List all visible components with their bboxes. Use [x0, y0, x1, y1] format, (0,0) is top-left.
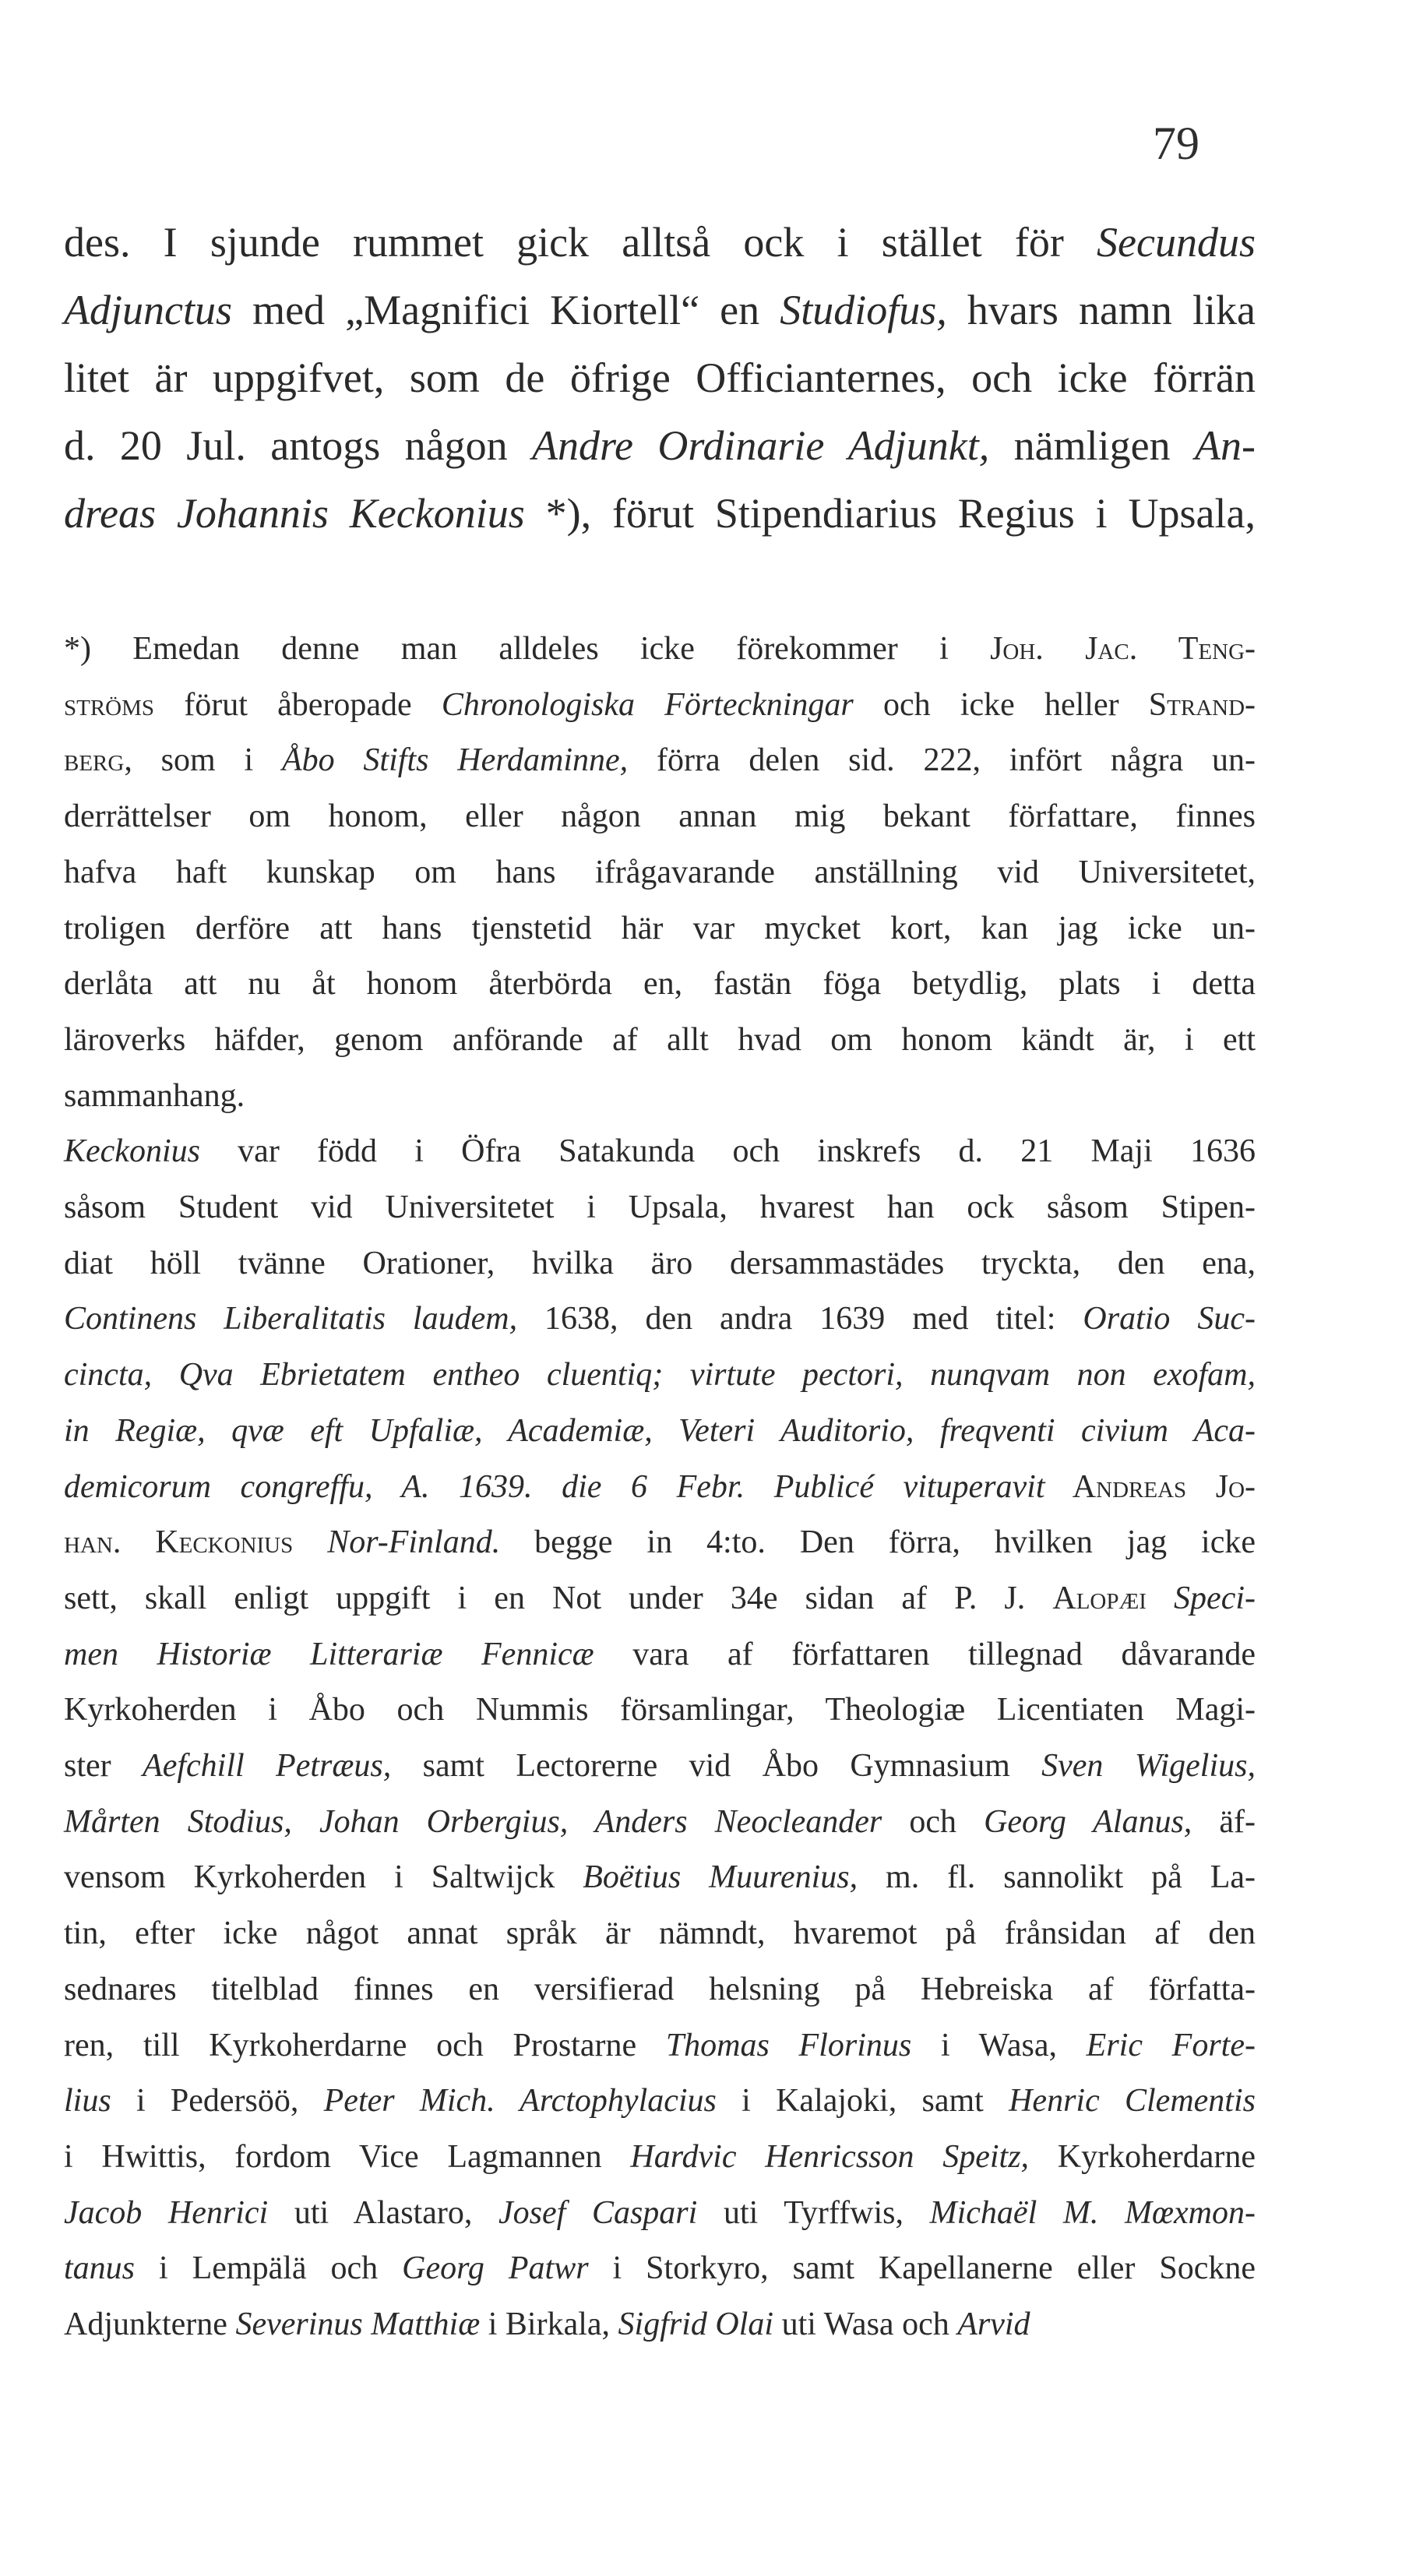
text-run: Adjunkterne [64, 2306, 236, 2343]
italic-name: men Historiæ Litterariæ Fennicæ [64, 1636, 594, 1672]
text-run: vensom Kyrkoherden i Saltwijck [64, 1859, 583, 1896]
footnote-line [64, 1292, 1256, 1348]
italic-name: demicorum congreffu, A. 1639. die 6 Febr. Publicé vituperavit [64, 1468, 1045, 1505]
text-run: som i [132, 742, 282, 779]
footnote-line [64, 678, 1256, 734]
text-run: sett, skall enligt uppgift i en Not under 34e sidan af P. J. [64, 1580, 1053, 1616]
italic-name: Speci- [1174, 1580, 1256, 1616]
text-run: ren, till Kyrkoherdarne och Prostarne [64, 2027, 666, 2063]
italic-name: An- [1195, 422, 1256, 469]
text-run: derrättelser om honom, eller någon annan mig bekant författare, finnes [64, 798, 1256, 835]
page-number: 79 [1153, 118, 1199, 169]
italic-name: in Regiæ, qvæ eft Upfaliæ, Academiæ, Veteri Auditorio, freqventi civium Aca- [64, 1412, 1256, 1449]
text-run: *), förut Stipendiarius Regius i Upsala, [524, 490, 1256, 537]
footnote-line [64, 2074, 1256, 2130]
italic-name: Michaël M. Mœxmon- [929, 2194, 1256, 2231]
italic-name: Chronologiska Förteckningar [441, 686, 854, 723]
footnote-line [64, 2018, 1256, 2074]
footnote-line [64, 2241, 1256, 2297]
italic-name: Studiofus, [780, 287, 947, 333]
text-run: och [882, 1803, 985, 1840]
text-run: litet är uppgifvet, som de öfrige Officianternes, och icke förrän [64, 354, 1256, 401]
footnote-line [64, 957, 1256, 1013]
italic-name: Andre Ordinarie Adjunkt, [532, 422, 990, 469]
small-caps-name: ströms [64, 686, 155, 723]
text-run: förra delen sid. 222, infört några un- [628, 742, 1256, 779]
footnote-line [64, 1404, 1256, 1460]
text-run: och icke heller [853, 686, 1149, 723]
footnote-line [64, 2130, 1256, 2186]
text-run: i Kalajoki, samt [716, 2083, 1009, 2120]
italic-name: Adjunctus [64, 287, 232, 333]
italic-name: Henric Clementis [1009, 2083, 1256, 2120]
footnote-line [64, 1124, 1256, 1180]
text-run: vara af författaren tillegnad dåvarande [594, 1636, 1256, 1672]
text-run: i Pedersöö, [111, 2083, 324, 2120]
italic-name: Georg Patwr [402, 2250, 589, 2287]
small-caps-name: Strand- [1148, 686, 1256, 723]
italic-name: dreas Johannis Keckonius [64, 490, 525, 537]
main_text-line [64, 412, 1256, 480]
text-run: uti Alastaro, [268, 2194, 498, 2231]
italic-name: Eric Forte- [1086, 2027, 1256, 2063]
small-caps-name: Joh. Jac. Teng- [990, 631, 1256, 667]
text-run: läroverks häfder, genom anförande af allt hvad om honom kändt är, i ett [64, 1021, 1256, 1058]
text-run: ster [64, 1748, 143, 1785]
text-run: troligen derföre att hans tjenstetid här var mycket kort, kan jag icke un- [64, 910, 1256, 946]
text-run: med „Magnifici Kiortell“ en [231, 287, 780, 333]
text-run: samt Lectorerne vid Åbo Gymnasium [391, 1748, 1042, 1785]
italic-name: Georg Alanus, [984, 1803, 1192, 1840]
text-run: begge in 4:to. Den förra, hvilken jag icke [500, 1524, 1256, 1561]
italic-name: Åbo Stifts Herdaminne, [281, 742, 629, 779]
italic-name: Oratio Suc- [1083, 1301, 1256, 1337]
footnote-line [64, 1795, 1256, 1851]
text-run: hafva haft kunskap om hans ifrågavarande anställning vid Universitetet, [64, 854, 1256, 890]
footnote-line [64, 1013, 1256, 1069]
footnote-line [64, 1515, 1256, 1571]
text-run: derlåta att nu åt honom återbörda en, fastän föga betydlig, plats i detta [64, 966, 1256, 1003]
text-run: uti Tyrffwis, [697, 2194, 930, 2231]
italic-name: Mårten Stodius, Johan Orbergius, Anders Neocleander [64, 1803, 882, 1840]
italic-name: tanus [64, 2250, 136, 2287]
text-run: Kyrkoherden i Åbo och Nummis församlingar, Theologiæ Licentiaten Magi- [64, 1692, 1256, 1728]
footnote-line [64, 1460, 1256, 1516]
text-run: i Wasa, [911, 2027, 1087, 2063]
italic-name: Continens Liberalitatis laudem, [64, 1301, 518, 1337]
footnote-line [64, 1739, 1256, 1795]
text-run: 1638, den andra 1639 med titel: [517, 1301, 1083, 1337]
footnote-line [64, 1962, 1256, 2018]
small-caps-name: berg, [64, 742, 132, 779]
text-run: förut åberopade [154, 686, 442, 723]
text-run [293, 1524, 327, 1560]
text-run: Kyrkoherdarne [1029, 2138, 1256, 2175]
text-run: m. fl. sannolikt på La- [858, 1859, 1256, 1896]
main_text-line [64, 209, 1256, 277]
small-caps-name: Andreas Jo- [1044, 1468, 1256, 1505]
text-run: i Birkala, [480, 2306, 618, 2343]
italic-name: Secundus [1097, 219, 1256, 266]
footnote-line [64, 1348, 1256, 1404]
text-run: nämligen [989, 422, 1196, 469]
italic-name: Jacob Henrici [64, 2194, 269, 2231]
footnote-line [64, 845, 1256, 901]
italic-name: Nor-Finland. [327, 1524, 501, 1561]
text-run: i Storkyro, samt Kapellanerne eller Sockne [588, 2250, 1256, 2287]
main_text-line [64, 344, 1256, 412]
text-run: *) Emedan denne man alldeles icke förekommer i [64, 631, 991, 667]
small-caps-name: han. Keckonius [64, 1524, 294, 1561]
text-run: des. I sjunde rummet gick alltså ock i stället för [64, 219, 1097, 266]
text-run: sednares titelblad finnes en versifierad helsning på Hebreiska af författa- [64, 1971, 1256, 2007]
text-run [1147, 1580, 1174, 1616]
text-run: var född i Öfra Satakunda och inskrefs d. 21 Maji 1636 [199, 1133, 1256, 1170]
main_text-line [64, 277, 1256, 344]
footnote-line [64, 733, 1256, 789]
footnote-line [64, 1571, 1256, 1627]
italic-name: lius [64, 2083, 111, 2120]
text-run: i Hwittis, fordom Vice Lagmannen [64, 2138, 631, 2175]
italic-name: Keckonius [64, 1133, 200, 1170]
small-caps-name: Alopæi [1052, 1580, 1147, 1616]
footnote-line [64, 789, 1256, 845]
text-run: i Lempälä och [135, 2250, 403, 2287]
main_text-line [64, 480, 1256, 548]
italic-name: Hardvic Henricsson Speitz, [630, 2138, 1030, 2175]
footnote-line [64, 1683, 1256, 1739]
footnote-line [64, 1069, 1256, 1125]
main-paragraph [64, 209, 1256, 548]
italic-name: Thomas Florinus [665, 2027, 912, 2063]
footnote-line [64, 1180, 1256, 1236]
text-run: såsom Student vid Universitetet i Upsala, hvarest han ock såsom Stipen- [64, 1189, 1256, 1226]
italic-name: Sigfrid Olai [618, 2306, 774, 2343]
italic-name: Aefchill Petræus, [143, 1748, 392, 1785]
footnote-line [64, 2186, 1256, 2242]
italic-name: cincta, Qva Ebrietatem entheo cluentiq; virtute pectori, nunqvam non exofam, [64, 1357, 1256, 1394]
italic-name: Sven Wigelius, [1041, 1748, 1256, 1785]
footnote-line [64, 1906, 1256, 1962]
italic-name: Severinus Matthiæ [235, 2306, 481, 2343]
text-run: d. 20 Jul. antogs någon [64, 422, 532, 469]
text-run: sammanhang. [64, 1077, 245, 1114]
italic-name: Peter Mich. Arctophylacius [323, 2083, 717, 2120]
footnote-line [64, 622, 1256, 678]
text-run: äf- [1192, 1803, 1256, 1840]
italic-name: Josef Caspari [498, 2194, 698, 2231]
footnote-line [64, 1236, 1256, 1292]
text-run: diat höll tvänne Orationer, hvilka äro dersammastädes tryckta, den ena, [64, 1245, 1256, 1281]
footnote-line [64, 1627, 1256, 1683]
italic-name: Arvid [957, 2306, 1030, 2343]
footnote-line [64, 1850, 1256, 1906]
text-run: uti Wasa och [773, 2306, 958, 2343]
italic-name: Boëtius Muurenius, [583, 1859, 858, 1896]
text-run: hvars namn lika [946, 287, 1256, 333]
footnote [64, 622, 1256, 2353]
footnote-line [64, 901, 1256, 957]
text-run: tin, efter icke något annat språk är nämndt, hvaremot på frånsidan af den [64, 1915, 1256, 1952]
footnote-line [64, 2297, 1256, 2353]
